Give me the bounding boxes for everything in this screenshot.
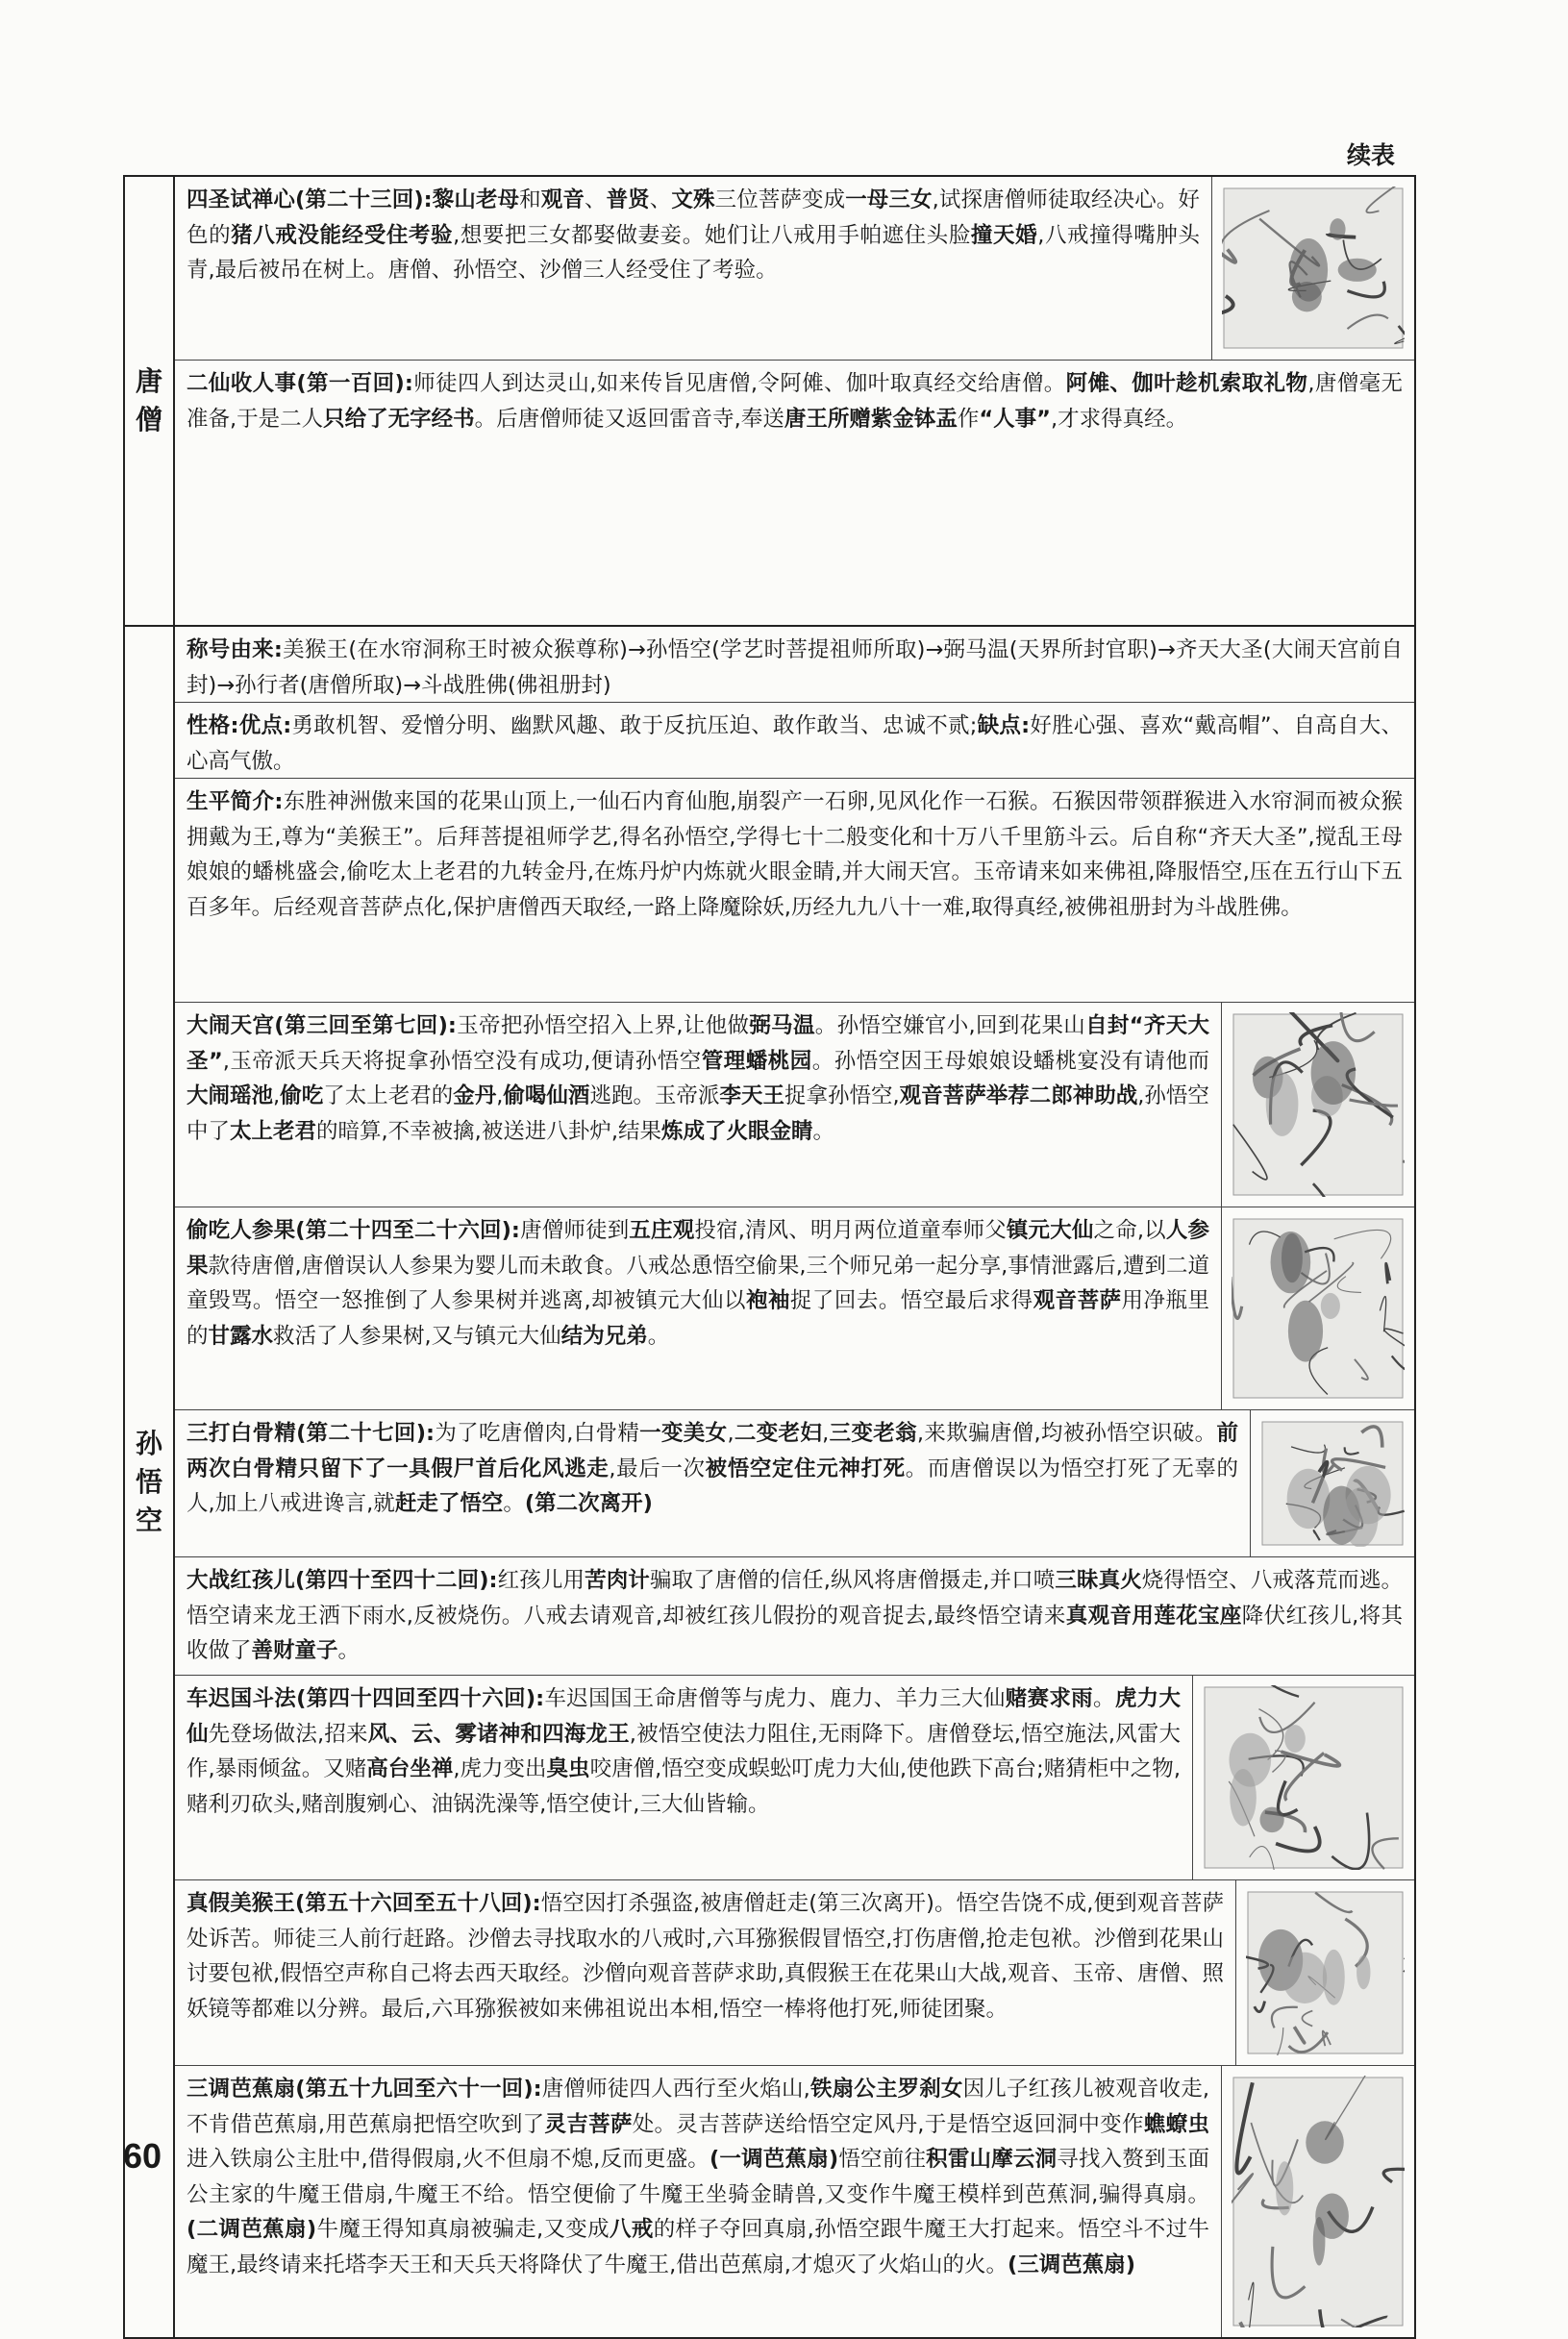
- text-segment: 玉帝把孙悟空招入上界,让他做: [456, 1013, 750, 1038]
- text-segment: 逃跑。玉帝派: [589, 1083, 720, 1109]
- bold-segment: 车迟国斗法(第四十四回至四十六回):: [187, 1686, 545, 1711]
- entry-block: [175, 703, 1414, 778]
- text-segment: 降伏红孩儿,将其收做了: [187, 1603, 1403, 1664]
- bold-segment: 结为兄弟: [560, 1323, 648, 1349]
- bold-segment: 善财童子: [251, 1638, 338, 1664]
- entry-block: [175, 1676, 1414, 1879]
- illustration: [1235, 1880, 1414, 2065]
- bold-segment: 高台坐禅: [366, 1756, 454, 1782]
- bold-segment: 唐王所赠紫金钵盂: [784, 406, 958, 432]
- text-segment: 悟空前往: [838, 2147, 927, 2173]
- text-segment: ,孙悟空中了: [187, 1083, 1209, 1144]
- bold-segment: 阿傩、伽叶趁机索取礼物: [1065, 371, 1308, 396]
- bold-segment: (三调芭蕉扇): [1007, 2252, 1136, 2277]
- text-segment: 之命,以: [1093, 1218, 1166, 1243]
- bold-segment: 四圣试禅心(第二十三回):: [187, 187, 433, 212]
- bold-segment: 大闹瑶池: [187, 1083, 274, 1109]
- text-segment: ,试探唐僧师徒取经决心。好色的: [187, 187, 1200, 248]
- text-segment: 好胜心强、喜欢“戴高帽”、自高自大、心高气傲。: [187, 713, 1403, 774]
- illustration: [1211, 177, 1414, 360]
- continued-label: 续表: [1346, 141, 1395, 169]
- bold-segment: 管理蟠桃园: [701, 1048, 812, 1074]
- role-entries-tangseng: [174, 176, 1415, 626]
- text-segment: ,玉帝派天兵天将捉拿孙悟空没有成功,便请孙悟空: [222, 1048, 702, 1074]
- bold-segment: 观音: [540, 187, 585, 212]
- text-segment: 进入铁扇公主肚中,借得假扇,火不但扇不熄,反而更盛。: [187, 2147, 709, 2173]
- illustration: [1192, 1676, 1414, 1879]
- bold-segment: 猪八戒没能经受住考验: [231, 222, 454, 248]
- illustration: [1250, 1410, 1414, 1556]
- bold-segment: 弼马温: [749, 1013, 815, 1038]
- text-segment: 咬唐僧,悟空变成蜈蚣叮虎力大仙,使他跌下高台;赌猜柜中之物,赌利刃砍头,赌剖腹剜心、油锅洗澡等,悟空使计,三大仙皆输。: [187, 1756, 1181, 1817]
- text-segment: 先登场做法,招来: [208, 1721, 368, 1747]
- role-char: 悟: [135, 1465, 162, 1498]
- entry-row: [175, 177, 1414, 361]
- entry-block: [175, 1880, 1414, 2065]
- bold-segment: 前两次白骨精只留下了一具假尸首后化风逃走: [187, 1421, 1238, 1481]
- entry-row: [175, 1880, 1414, 2066]
- entry-row: [175, 361, 1414, 496]
- text-segment: ,: [496, 1083, 504, 1109]
- text-segment: 。而唐僧误以为悟空打死了无辜的人,加上八戒进谗言,就: [187, 1456, 1238, 1517]
- text-segment: 用净瓶里的: [187, 1288, 1209, 1349]
- role-char: 孙: [135, 1427, 162, 1459]
- bold-segment: 观音菩萨: [1033, 1288, 1122, 1314]
- entry-row: [175, 627, 1414, 703]
- text-segment: 。: [647, 1323, 670, 1349]
- entry-text: [175, 1410, 1250, 1556]
- text-segment: 、: [649, 187, 672, 212]
- two-monkey-kings-illustration-icon: [1246, 1890, 1405, 2055]
- white-bone-demon-illustration-icon: [1260, 1420, 1405, 1547]
- entry-text: [175, 627, 1414, 702]
- entry-row: [175, 1676, 1414, 1880]
- text-segment: 唐僧师徒四人西行至火焰山,: [541, 2077, 810, 2102]
- text-segment: 救活了人参果树,又与镇元大仙: [273, 1323, 561, 1349]
- bold-segment: 二变老妇: [734, 1421, 823, 1446]
- text-segment: 为了吃唐僧肉,白骨精: [435, 1421, 640, 1446]
- bodhisattvas-illustration-icon: [1222, 187, 1405, 350]
- entry-block: [175, 779, 1414, 1002]
- entry-block: [175, 1003, 1414, 1207]
- bold-segment: 偷吃人参果(第二十四至二十六回):: [187, 1218, 520, 1243]
- entry-block: [175, 1410, 1414, 1556]
- entry-row: [175, 703, 1414, 779]
- bold-segment: 称号由来:: [187, 637, 283, 662]
- text-segment: 投宿,清风、明月两位道童奉师父: [694, 1218, 1007, 1243]
- text-segment: 款待唐僧,唐僧误认人参果为婴儿而未敢食。八戒怂恿悟空偷果,三个师兄弟一起分享,事情泄露后,遭到二道童毁骂。悟空一怒推倒了人参果树并逃离,却被镇元大仙以: [187, 1253, 1209, 1314]
- entry-row: [175, 1557, 1414, 1676]
- bold-segment: 铁扇公主罗刹女: [809, 2077, 963, 2102]
- text-segment: ,唐僧毫无准备,于是二人: [187, 371, 1403, 432]
- entry-row: [175, 1003, 1414, 1207]
- bold-segment: 蟭蟟虫: [1143, 2111, 1209, 2137]
- page-number: 60: [123, 2136, 162, 2176]
- text-segment: 作: [957, 406, 980, 432]
- bold-segment: 一变美女: [639, 1421, 728, 1446]
- text-segment: 。: [812, 1118, 835, 1144]
- text-segment: 东胜神洲傲来国的花果山顶上,一仙石内育仙胞,崩裂产一石卵,见风化作一石猴。石猴因带领群猴进入水帘洞而被众猴拥戴为王,尊为“美猴王”。后拜菩提祖师学艺,得名孙悟空,学得七十二般变化和十万八千里筋斗云。后自称“齐天大圣”,搅乱王母娘娘的蟠桃盛会,偷吃太上老君的九转金丹,在炼丹炉内炼就火眼金睛,并大闹天宫。玉帝请来如来佛祖,降服悟空,压在五行山下五百多年。后经观音菩萨点化,保护唐僧西天取经,一路上降魔除妖,历经九九八十一难,取得真经,被佛祖册封为斗战胜佛。: [187, 789, 1403, 920]
- entry-text: [175, 703, 1414, 778]
- bold-segment: 撞天婚: [970, 222, 1038, 248]
- ginseng-fruit-illustration-icon: [1232, 1217, 1405, 1400]
- bold-segment: 李天王: [719, 1083, 784, 1109]
- text-segment: 美猴王(在水帘洞称王时被众猴尊称)→孙悟空(学艺时菩提祖师所取)→弼马温(天界所封官职)→齐天大圣(大闹天宫前自封)→孙行者(唐僧所取)→斗战胜佛(佛祖册封): [187, 637, 1404, 698]
- illustration: [1221, 1003, 1414, 1207]
- text-segment: 。孙悟空嫌官小,回到花果山: [814, 1013, 1086, 1038]
- text-segment: ,最后一次: [609, 1456, 706, 1481]
- entry-block: [175, 1207, 1414, 1409]
- text-segment: ,来欺骗唐僧,均被孙悟空识破。: [916, 1421, 1217, 1446]
- entry-block: [175, 361, 1414, 495]
- bold-segment: 生平简介:: [187, 789, 284, 814]
- text-segment: ,: [822, 1421, 830, 1446]
- banana-fan-illustration-icon: [1232, 2076, 1405, 2327]
- entry-block: [175, 177, 1414, 360]
- bold-segment: (第二次离开): [524, 1491, 653, 1517]
- entry-text: [175, 1880, 1235, 2065]
- bold-segment: 大闹天宫(第三回至第七回):: [187, 1013, 457, 1038]
- content-table: [123, 175, 1416, 2339]
- text-segment: 了太上老君的: [323, 1083, 454, 1109]
- text-segment: 唐僧师徒到: [519, 1218, 630, 1243]
- entry-text: [175, 1676, 1192, 1879]
- entries-table: [175, 627, 1414, 2337]
- entry-text: [175, 1557, 1414, 1675]
- illustration: [1221, 1207, 1414, 1409]
- text-segment: 寻找入赘到玉面公主家的牛魔王借扇,牛魔王不给。悟空便偷了牛魔王坐骑金睛兽,又变作牛魔王模样到芭蕉洞,骗得真扇。: [187, 2147, 1209, 2207]
- havoc-in-heaven-illustration-icon: [1232, 1012, 1405, 1197]
- text-segment: ,八戒撞得嘴肿头青,最后被吊在树上。唐僧、孙悟空、沙僧三人经受住了考验。: [187, 222, 1200, 284]
- bold-segment: 积雷山摩云洞: [926, 2147, 1058, 2173]
- bold-segment: 赌赛求雨: [1005, 1686, 1093, 1711]
- text-segment: ,才求得真经。: [1050, 406, 1188, 432]
- text-segment: 勇敢机智、爱憎分明、幽默风趣、敢于反抗压迫、敢作敢当、忠诚不贰;: [291, 713, 978, 738]
- entry-row: [175, 1410, 1414, 1557]
- bold-segment: 普贤: [606, 187, 650, 212]
- bold-segment: 一母三女: [845, 187, 933, 212]
- entry-block: [175, 1557, 1414, 1675]
- chechi-kingdom-illustration-icon: [1203, 1685, 1405, 1870]
- bold-segment: 炼成了火眼金睛: [661, 1118, 813, 1144]
- text-segment: 和: [519, 187, 541, 212]
- entry-text: [175, 177, 1211, 360]
- entry-block: [175, 627, 1414, 702]
- bold-segment: 真假美猴王(第五十六回至五十八回):: [187, 1891, 541, 1916]
- bold-segment: 金丹: [453, 1083, 497, 1109]
- bold-segment: 缺点:: [977, 713, 1031, 738]
- role-char: 唐: [135, 365, 162, 397]
- bold-segment: 人参果: [187, 1218, 1209, 1279]
- role-char: 空: [135, 1504, 162, 1536]
- text-segment: 。孙悟空因王母娘娘设蟠桃宴没有请他而: [811, 1048, 1209, 1074]
- bold-segment: 偷吃: [280, 1083, 324, 1109]
- text-segment: 因儿子红孩儿被观音收走,不肯借芭蕉扇,用芭蕉扇把悟空吹到了: [187, 2077, 1210, 2137]
- text-segment: ,想要把三女都娶做妻妾。她们让八戒用手帕遮住头脸: [453, 222, 971, 248]
- text-segment: 、: [584, 187, 607, 212]
- text-segment: 捉拿孙悟空,: [784, 1083, 900, 1109]
- bold-segment: 虎力大仙: [187, 1686, 1181, 1747]
- text-segment: ,被悟空使法力阻住,无雨降下。唐僧登坛,悟空施法,风雷大作,暴雨倾盆。又赌: [187, 1721, 1181, 1782]
- text-segment: 的暗算,不幸被擒,被送进八卦炉,结果: [316, 1118, 661, 1144]
- entry-text: [175, 1207, 1221, 1409]
- bold-segment: 苦肉计: [585, 1568, 650, 1593]
- bold-segment: 灵吉菩萨: [544, 2111, 633, 2137]
- text-segment: 处。灵吉菩萨送给悟空定风丹,于是悟空返回洞中变作: [632, 2111, 1144, 2137]
- text-segment: 。: [337, 1638, 361, 1664]
- illustration: [1221, 2066, 1414, 2337]
- bold-segment: 二仙收人事(第一百回):: [187, 371, 413, 396]
- entry-block: [175, 2066, 1414, 2337]
- text-segment: 红孩儿用: [497, 1568, 585, 1593]
- bold-segment: 文殊: [671, 187, 715, 212]
- text-segment: 三位菩萨变成: [714, 187, 846, 212]
- role-label: [125, 362, 173, 439]
- bold-segment: 八戒: [610, 2217, 654, 2243]
- bold-segment: 被悟空定住元神打死: [705, 1456, 906, 1481]
- bold-segment: 三打白骨精(第二十七回):: [187, 1421, 436, 1446]
- text-segment: 车迟国国王命唐僧等与虎力、鹿力、羊力三大仙: [544, 1686, 1006, 1711]
- bold-segment: 偷喝仙酒: [503, 1083, 590, 1109]
- bold-segment: 赶走了悟空: [394, 1491, 504, 1517]
- bold-segment: 太上老君: [230, 1118, 317, 1144]
- text-segment: 。: [503, 1491, 525, 1517]
- entry-text: [175, 779, 1414, 1002]
- bold-segment: 黎山老母: [432, 187, 520, 212]
- bold-segment: “人事”: [979, 406, 1051, 432]
- bold-segment: 大战红孩儿(第四十至四十二回):: [187, 1568, 498, 1593]
- text-segment: ,: [727, 1421, 734, 1446]
- text-segment: 捉了回去。悟空最后求得: [789, 1288, 1033, 1314]
- text-segment: 骗取了唐僧的信任,纵风将唐僧摄走,并口喷: [649, 1568, 1056, 1593]
- entry-row: [175, 2066, 1414, 2338]
- text-segment: 烧得悟空、八戒落荒而逃。悟空请来龙王洒下雨水,反被烧伤。八戒去请观音,却被红孩儿假扮的观音捉去,最终悟空请来: [187, 1568, 1403, 1629]
- entry-row: [175, 1207, 1414, 1410]
- text-segment: 。: [1092, 1686, 1115, 1711]
- bold-segment: 只给了无字经书: [323, 406, 475, 432]
- text-segment: 牛魔王得知真扇被骗走,又变成: [316, 2217, 610, 2243]
- text-segment: ,虎力变出: [453, 1756, 547, 1782]
- text-segment: 。后唐僧师徒又返回雷音寺,奉送: [474, 406, 784, 432]
- role-cell-sunwukong: [124, 626, 174, 2338]
- entries-table: [175, 177, 1414, 495]
- entry-text: [175, 2066, 1221, 2337]
- role-entries-sunwukong: [174, 626, 1415, 2338]
- bold-segment: 五庄观: [629, 1218, 695, 1243]
- bold-segment: (一调芭蕉扇): [709, 2147, 839, 2173]
- bold-segment: 真观音用莲花宝座: [1065, 1603, 1242, 1629]
- text-segment: 师徒四人到达灵山,如来传旨见唐僧,令阿傩、伽叶取真经交给唐僧。: [412, 371, 1066, 396]
- bold-segment: 臭虫: [546, 1756, 590, 1782]
- bold-segment: 三变老翁: [829, 1421, 917, 1446]
- bold-segment: 观音菩萨举荐二郎神助战: [899, 1083, 1138, 1109]
- bold-segment: 袍袖: [745, 1288, 790, 1314]
- text-segment: 的样子夺回真扇,孙悟空跟牛魔王大打起来。悟空斗不过牛魔王,最终请来托塔李天王和天兵天将降伏了牛魔王,借出芭蕉扇,才熄灭了火焰山的火。: [187, 2217, 1209, 2277]
- entry-text: [175, 1003, 1221, 1207]
- entry-row: [175, 779, 1414, 1003]
- role-cell-tangseng: [124, 176, 174, 626]
- bold-segment: 风、云、雾诸神和四海龙王: [367, 1721, 630, 1747]
- entry-text: [175, 361, 1414, 495]
- bold-segment: (二调芭蕉扇): [187, 2217, 317, 2243]
- bold-segment: 三昧真火: [1055, 1568, 1142, 1593]
- bold-segment: 性格:优点:: [187, 713, 292, 738]
- bold-segment: 甘露水: [208, 1323, 274, 1349]
- bold-segment: 三调芭蕉扇(第五十九回至六十一回):: [187, 2077, 542, 2102]
- bold-segment: 镇元大仙: [1006, 1218, 1094, 1243]
- text-segment: 悟空因打杀强盗,被唐僧赶走(第三次离开)。悟空告饶不成,便到观音菩萨处诉苦。师徒三人前行赶路。沙僧去寻找取水的八戒时,六耳猕猴假冒悟空,打伤唐僧,抢走包袱。沙僧到花果山讨要包袱,假悟空声称自己将去西天取经。沙僧向观音菩萨求助,真假猴王在花果山大战,观音、玉帝、唐僧、照妖镜等都难以分辨。最后,六耳猕猴被如来佛祖说出本相,悟空一棒将他打死,师徒团聚。: [187, 1891, 1224, 2022]
- text-segment: ,: [273, 1083, 281, 1109]
- role-char: 僧: [135, 404, 162, 435]
- role-label: [125, 1425, 173, 1540]
- bold-segment: 自封“齐天大圣”: [187, 1013, 1209, 1074]
